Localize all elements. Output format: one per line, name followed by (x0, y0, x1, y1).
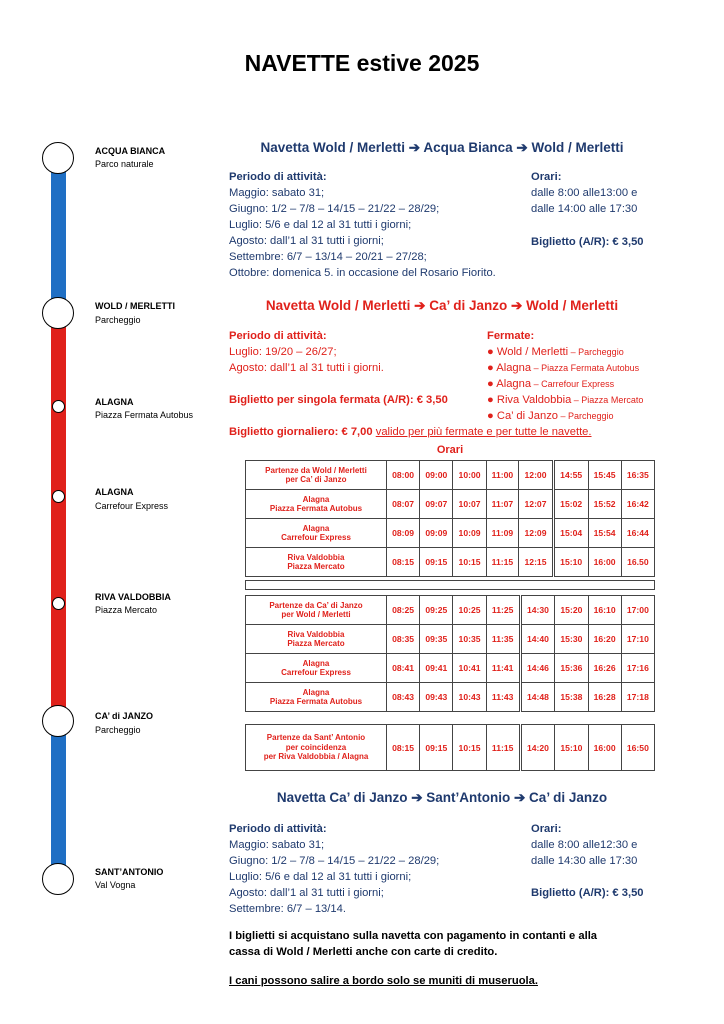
section2-fermate (487, 328, 643, 424)
departure-time: 08:15 (387, 548, 420, 577)
departure-time: 10:43 (453, 683, 486, 712)
row-label: Partenze da Sant’ Antonio per coincidenza per Riva Valdobbia / Alagna (246, 725, 387, 771)
departure-time: 16:50 (621, 725, 654, 771)
row-label: Partenze da Ca’ di Janzo per Wold / Merletti (246, 596, 387, 625)
row-label: Alagna Carrefour Express (246, 654, 387, 683)
stop-sub: Piazza Fermata Autobus (95, 410, 194, 420)
row-label: Alagna Piazza Fermata Autobus (246, 490, 387, 519)
timetable-row (246, 625, 655, 654)
departure-time: 11:00 (486, 461, 519, 490)
departure-time: 16:20 (588, 625, 621, 654)
footer-line: I biglietti si acquistano sulla navetta con pagamento in contanti e alla (229, 930, 598, 942)
stop-name: ACQUA BIANCA (95, 146, 166, 156)
stop-marker-alagna-piazza (52, 400, 65, 413)
departure-time: 15:02 (553, 490, 588, 519)
route-segment-blue-top (51, 158, 66, 313)
departure-time: 16:35 (621, 461, 654, 490)
section3-orari-label: Orari: (531, 823, 562, 835)
section3-period-line: Giugno: 1/2 – 7/8 – 14/15 – 21/22 – 28/29; (229, 855, 440, 867)
stop-sub: Val Vogna (95, 880, 136, 890)
timetable-santantonio (245, 724, 655, 771)
departure-time: 17:00 (621, 596, 654, 625)
section3-period-line: Agosto: dall’1 al 31 tutti i giorni; (229, 887, 384, 899)
route-segment-red (51, 313, 66, 720)
section1-period-line: Ottobre: domenica 5. in occasione del Rosario Fiorito. (229, 267, 496, 279)
section2-period-line: Agosto: dall’1 al 31 tutti i giorni. (229, 362, 384, 374)
timetable-row (246, 490, 655, 519)
departure-time: 15:30 (555, 625, 588, 654)
section1-title: Navetta Wold / Merletti ➔ Acqua Bianca ➔ Wold / Merletti (260, 140, 624, 155)
section1-period-line: Luglio: 5/6 e dal 12 al 31 tutti i giorni; (229, 219, 412, 231)
fermata-name: ● Ca’ di Janzo (487, 410, 559, 422)
section3-orari-line: dalle 8:00 alle12:30 e (531, 839, 638, 851)
departure-time: 09:15 (420, 725, 453, 771)
departure-time: 15:04 (553, 519, 588, 548)
stop-marker-alagna-carrefour (52, 490, 65, 503)
timetable-row (246, 683, 655, 712)
departure-time: 11:15 (486, 548, 519, 577)
departure-time: 10:15 (453, 725, 486, 771)
section1-period-line: Agosto: dall’1 al 31 tutti i giorni; (229, 235, 384, 247)
departure-time: 11:07 (486, 490, 519, 519)
departure-time: 08:43 (387, 683, 420, 712)
departure-time: 12:15 (519, 548, 554, 577)
departure-time: 16:44 (621, 519, 654, 548)
footer-line: cassa di Wold / Merletti anche con carte di credito. (229, 946, 498, 958)
section1-orari (531, 169, 637, 217)
departure-time: 09:00 (420, 461, 453, 490)
departure-time: 10:15 (453, 548, 486, 577)
departure-time: 11:25 (486, 596, 520, 625)
row-label: Riva Valdobbia Piazza Mercato (246, 548, 387, 577)
departure-time: 12:00 (519, 461, 554, 490)
stop-name: ALAGNA (95, 397, 134, 407)
departure-time: 14:55 (553, 461, 588, 490)
section1-period-line: Settembre: 6/7 – 13/14 – 20/21 – 27/28; (229, 251, 427, 263)
section2-ticket-single: Biglietto per singola fermata (A/R): € 3,50 (229, 394, 448, 406)
section1-period-label: Periodo di attività: (229, 171, 327, 183)
departure-time: 09:15 (420, 548, 453, 577)
departure-time: 09:35 (420, 625, 453, 654)
departure-time: 09:41 (420, 654, 453, 683)
departure-time: 14:46 (520, 654, 555, 683)
row-label: Partenze da Wold / Merletti per Ca’ di Janzo (246, 461, 387, 490)
fermata-sub: – Piazza Fermata Autobus (531, 363, 640, 373)
stop-sub: Parcheggio (95, 315, 141, 325)
departure-time: 15:54 (588, 519, 621, 548)
departure-time: 09:43 (420, 683, 453, 712)
timetable-row (246, 596, 655, 625)
row-label: Riva Valdobbia Piazza Mercato (246, 625, 387, 654)
fermata-sub: – Piazza Mercato (571, 395, 644, 405)
departure-time: 17:10 (621, 625, 654, 654)
departure-time: 10:41 (453, 654, 486, 683)
section3-orari-line: dalle 14:30 alle 17:30 (531, 855, 638, 867)
stop-sub: Piazza Mercato (95, 605, 158, 615)
section2-ticket-day (229, 424, 592, 440)
section3-period-line: Maggio: sabato 31; (229, 839, 325, 851)
section1-orari-line: dalle 8:00 alle13:00 e (531, 187, 638, 199)
departure-time: 16:00 (588, 725, 621, 771)
stop-name: ALAGNA (95, 487, 134, 497)
departure-time: 15:20 (555, 596, 588, 625)
page-title: NAVETTE estive 2025 (244, 50, 480, 76)
departure-time: 15:10 (555, 725, 588, 771)
departure-time: 08:41 (387, 654, 420, 683)
stop-sub: Carrefour Express (95, 501, 169, 511)
footer-dogs: I cani possono salire a bordo solo se muniti di museruola. (229, 975, 538, 987)
section2-period-label: Periodo di attività: (229, 330, 327, 342)
stop-marker-riva-valdobbia (52, 597, 65, 610)
section1-orari-line: dalle 14:00 alle 17:30 (531, 203, 638, 215)
departure-time: 09:25 (420, 596, 453, 625)
route-segment-blue-bottom (51, 720, 66, 880)
fermata-sub: – Parcheggio (558, 411, 614, 421)
timetable-separator (245, 580, 655, 590)
timetable-outbound (245, 460, 655, 577)
departure-time: 16:42 (621, 490, 654, 519)
departure-time: 11:09 (486, 519, 519, 548)
departure-time: 16:00 (588, 548, 621, 577)
departure-time: 16:28 (588, 683, 621, 712)
section2-title: Navetta Wold / Merletti ➔ Ca’ di Janzo ➔ Wold / Merletti (265, 298, 619, 313)
section1-period-line: Maggio: sabato 31; (229, 187, 325, 199)
stop-marker-sant-antonio (42, 863, 74, 895)
departure-time: 10:00 (453, 461, 486, 490)
section3-ticket: Biglietto (A/R): € 3,50 (531, 887, 644, 899)
section3-period-label: Periodo di attività: (229, 823, 327, 835)
section2-period (229, 328, 384, 376)
stop-name: WOLD / MERLETTI (95, 301, 175, 311)
section1-orari-label: Orari: (531, 171, 562, 183)
departure-time: 08:07 (387, 490, 420, 519)
timetable-row (246, 725, 655, 771)
section1-period-line: Giugno: 1/2 – 7/8 – 14/15 – 21/22 – 28/29; (229, 203, 440, 215)
stop-name: SANT’ANTONIO (95, 867, 164, 877)
fermata-name: ● Alagna (487, 378, 532, 390)
departure-time: 15:36 (555, 654, 588, 683)
departure-time: 09:09 (420, 519, 453, 548)
fermata-name: ● Wold / Merletti (487, 346, 569, 358)
departure-time: 12:07 (519, 490, 554, 519)
stop-marker-ca-di-janzo (42, 705, 74, 737)
departure-time: 16:10 (588, 596, 621, 625)
departure-time: 16.50 (621, 548, 654, 577)
departure-time: 08:09 (387, 519, 420, 548)
fermata-item (487, 392, 643, 408)
ticket-day-note: valido per più fermate e per tutte le navette. (375, 426, 592, 438)
section3-title: Navetta Ca’ di Janzo ➔ Sant’Antonio ➔ Ca’ di Janzo (276, 790, 608, 805)
departure-time: 11:15 (486, 725, 520, 771)
stop-sub: Parcheggio (95, 725, 141, 735)
departure-time: 11:43 (486, 683, 520, 712)
departure-time: 15:10 (553, 548, 588, 577)
stop-sub: Parco naturale (95, 159, 154, 169)
departure-time: 14:48 (520, 683, 555, 712)
departure-time: 11:41 (486, 654, 520, 683)
departure-time: 14:30 (520, 596, 555, 625)
departure-time: 10:35 (453, 625, 486, 654)
ticket-day-label: Biglietto giornaliero: € 7,00 (229, 426, 373, 438)
timetable-row (246, 654, 655, 683)
section3-period-line: Luglio: 5/6 e dal 12 al 31 tutti i giorni; (229, 871, 412, 883)
fermata-item (487, 344, 643, 360)
departure-time: 10:07 (453, 490, 486, 519)
stop-marker-wold-merletti (42, 297, 74, 329)
timetable-row (246, 461, 655, 490)
fermata-item (487, 360, 643, 376)
departure-time: 15:38 (555, 683, 588, 712)
departure-time: 10:25 (453, 596, 486, 625)
departure-time: 11:35 (486, 625, 520, 654)
timetable-row (246, 519, 655, 548)
footer-payment (229, 928, 597, 960)
section2-period-line: Luglio: 19/20 – 26/27; (229, 346, 337, 358)
stop-name: CA’ di JANZO (95, 711, 154, 721)
departure-time: 15:52 (588, 490, 621, 519)
departure-time: 10:09 (453, 519, 486, 548)
departure-time: 08:15 (387, 725, 420, 771)
fermata-item (487, 408, 643, 424)
orari-heading: Orari (436, 444, 464, 456)
departure-time: 14:20 (520, 725, 555, 771)
stop-marker-acqua-bianca (42, 142, 74, 174)
stop-name: RIVA VALDOBBIA (95, 592, 171, 602)
row-label: Alagna Piazza Fermata Autobus (246, 683, 387, 712)
timetable-row (246, 548, 655, 577)
fermata-sub: – Parcheggio (568, 347, 624, 357)
departure-time: 16:26 (588, 654, 621, 683)
timetable-return (245, 595, 655, 712)
departure-time: 08:25 (387, 596, 420, 625)
section3-orari (531, 821, 637, 869)
fermata-sub: – Carrefour Express (531, 379, 615, 389)
section3-period-line: Settembre: 6/7 – 13/14. (229, 903, 346, 915)
section3-period (229, 821, 439, 917)
section1-period (229, 169, 496, 281)
row-label: Alagna Carrefour Express (246, 519, 387, 548)
fermate-label: Fermate: (487, 330, 535, 342)
fermata-name: ● Riva Valdobbia (487, 394, 572, 406)
departure-time: 08:35 (387, 625, 420, 654)
departure-time: 17:18 (621, 683, 654, 712)
departure-time: 09:07 (420, 490, 453, 519)
departure-time: 15:45 (588, 461, 621, 490)
departure-time: 12:09 (519, 519, 554, 548)
fermata-name: ● Alagna (487, 362, 532, 374)
section1-ticket: Biglietto (A/R): € 3,50 (531, 236, 644, 248)
departure-time: 14:40 (520, 625, 555, 654)
departure-time: 08:00 (387, 461, 420, 490)
fermata-item (487, 376, 643, 392)
departure-time: 17:16 (621, 654, 654, 683)
